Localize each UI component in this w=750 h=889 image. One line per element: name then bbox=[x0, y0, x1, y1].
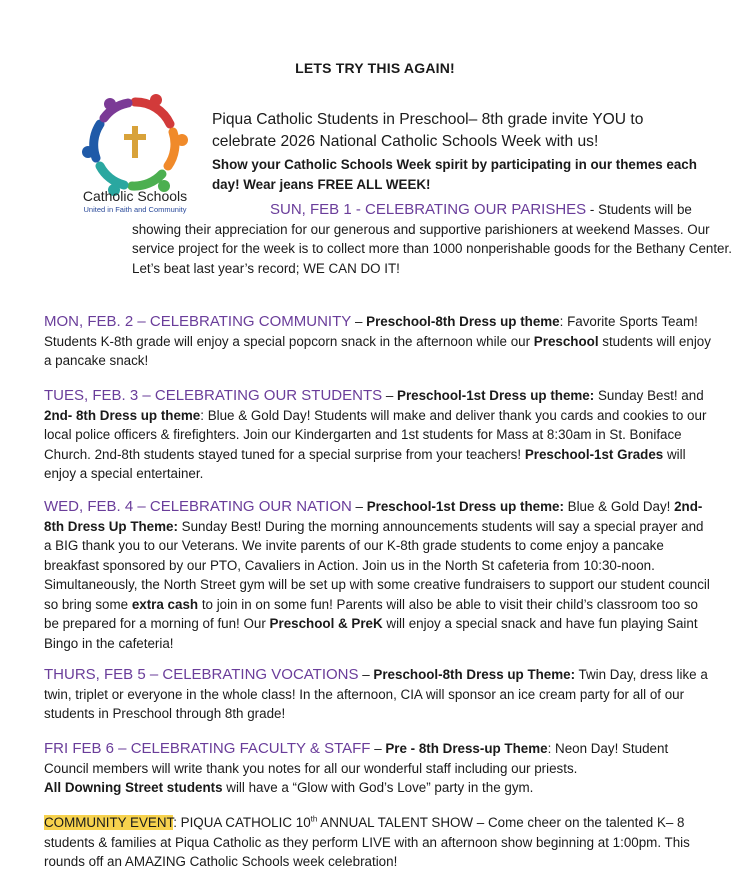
friday-section: FRI FEB 6 – CELEBRATING FACULTY & STAFF – Pre - 8th Dress-up Theme: Neon Day! Student Council members will write thank you notes for all our wonderful staff including our priests. All Downing Street students will have a “Glow with God’s Love” party in the gym. bbox=[44, 740, 669, 795]
sunday-section bbox=[132, 200, 732, 278]
sunday-heading: SUN, FEB 1 - CELEBRATING OUR PARISHES bbox=[270, 201, 587, 218]
thursday-section: THURS, FEB 5 – CELEBRATING VOCATIONS – Preschool-8th Dress up Theme: Twin Day, dress like a twin, triplet or everyone in the whole class! In the afternoon, CIA will sponsor an ice cream party for all of our students in Preschool through 8th grade! bbox=[44, 666, 708, 721]
cross-icon bbox=[124, 126, 146, 158]
sunday-text: - Students will be showing their appreciation for our generous and supportive parishioners at weekend Masses. Our service project for the week is to collect more than 1000 nonperishable goods for the Bethany Center. Let’s beat last year’s record; WE CAN DO IT! bbox=[132, 202, 732, 276]
tuesday-section: TUES, FEB. 3 – CELEBRATING OUR STUDENTS – Preschool-1st Dress up theme: Sunday Best! and 2nd- 8th Dress up theme: Blue & Gold Day! Students will make and deliver thank you cards and cookies to our local police officers & firefighters. Join our Kindergarten and 1st students for Mass at 8:30am in St. Boniface Church. 2nd-8th students stayed tuned for a special surprise from your teachers! Preschool-1st Grades will enjoy a special entertainer. bbox=[44, 387, 707, 481]
community-event-label: COMMUNITY EVENT bbox=[44, 815, 174, 830]
wednesday-heading: WED, FEB. 4 – CELEBRATING OUR NATION bbox=[44, 498, 352, 515]
spirit-text: Show your Catholic Schools Week spirit by participating in our themes each day! Wear jeans FREE ALL WEEK! bbox=[212, 157, 697, 192]
logo-tagline: United in Faith and Community bbox=[83, 205, 187, 214]
monday-section: MON, FEB. 2 – CELEBRATING COMMUNITY – Preschool-8th Dress up theme: Favorite Sports Team! Students K-8th grade will enjoy a special popcorn snack in the afternoon while our Preschool students will enjoy a pancake snack! bbox=[44, 313, 711, 368]
thursday-heading: THURS, FEB 5 – CELEBRATING VOCATIONS bbox=[44, 666, 359, 683]
logo-name: Catholic Schools bbox=[82, 188, 188, 204]
wednesday-section: WED, FEB. 4 – CELEBRATING OUR NATION – Preschool-1st Dress up theme: Blue & Gold Day! 2nd-8th Dress Up Theme: Sunday Best! During the morning announcements students will say a special prayer and a BIG thank you to our Veterans. We invite parents of our K-8th grade students to come enjoy a pancake breakfast sponsored by our PTO, Cavaliers in Action. Join us in the North St cafeteria from 10:30-noon. Simultaneously, the North Street gym will be set up with some creative fundraisers to support our student council so bring some extra cash to join in on some fun! Parents will also be able to visit their child’s classroom too so be prepared for a morning of fun! Our Preschool & PreK will enjoy a special snack and have fun playing Saint Bingo in the cafeteria! bbox=[44, 498, 710, 651]
intro-text: Piqua Catholic Students in Preschool– 8th grade invite YOU to celebrate 2026 National Catholic Schools Week with us! bbox=[212, 111, 644, 150]
monday-heading: MON, FEB. 2 – CELEBRATING COMMUNITY bbox=[44, 313, 352, 330]
friday-heading: FRI FEB 6 – CELEBRATING FACULTY & STAFF bbox=[44, 740, 371, 757]
page-title: LETS TRY THIS AGAIN! bbox=[295, 60, 455, 76]
community-event-section: COMMUNITY EVENT: PIQUA CATHOLIC 10th ANNUAL TALENT SHOW – Come cheer on the talented K– 8 students & families at Piqua Catholic as they perform LIVE with an afternoon show beginning at 1:00pm. This rounds off an AMAZING Catholic Schools week celebration! bbox=[44, 814, 690, 869]
tuesday-heading: TUES, FEB. 3 – CELEBRATING OUR STUDENTS bbox=[44, 387, 383, 404]
